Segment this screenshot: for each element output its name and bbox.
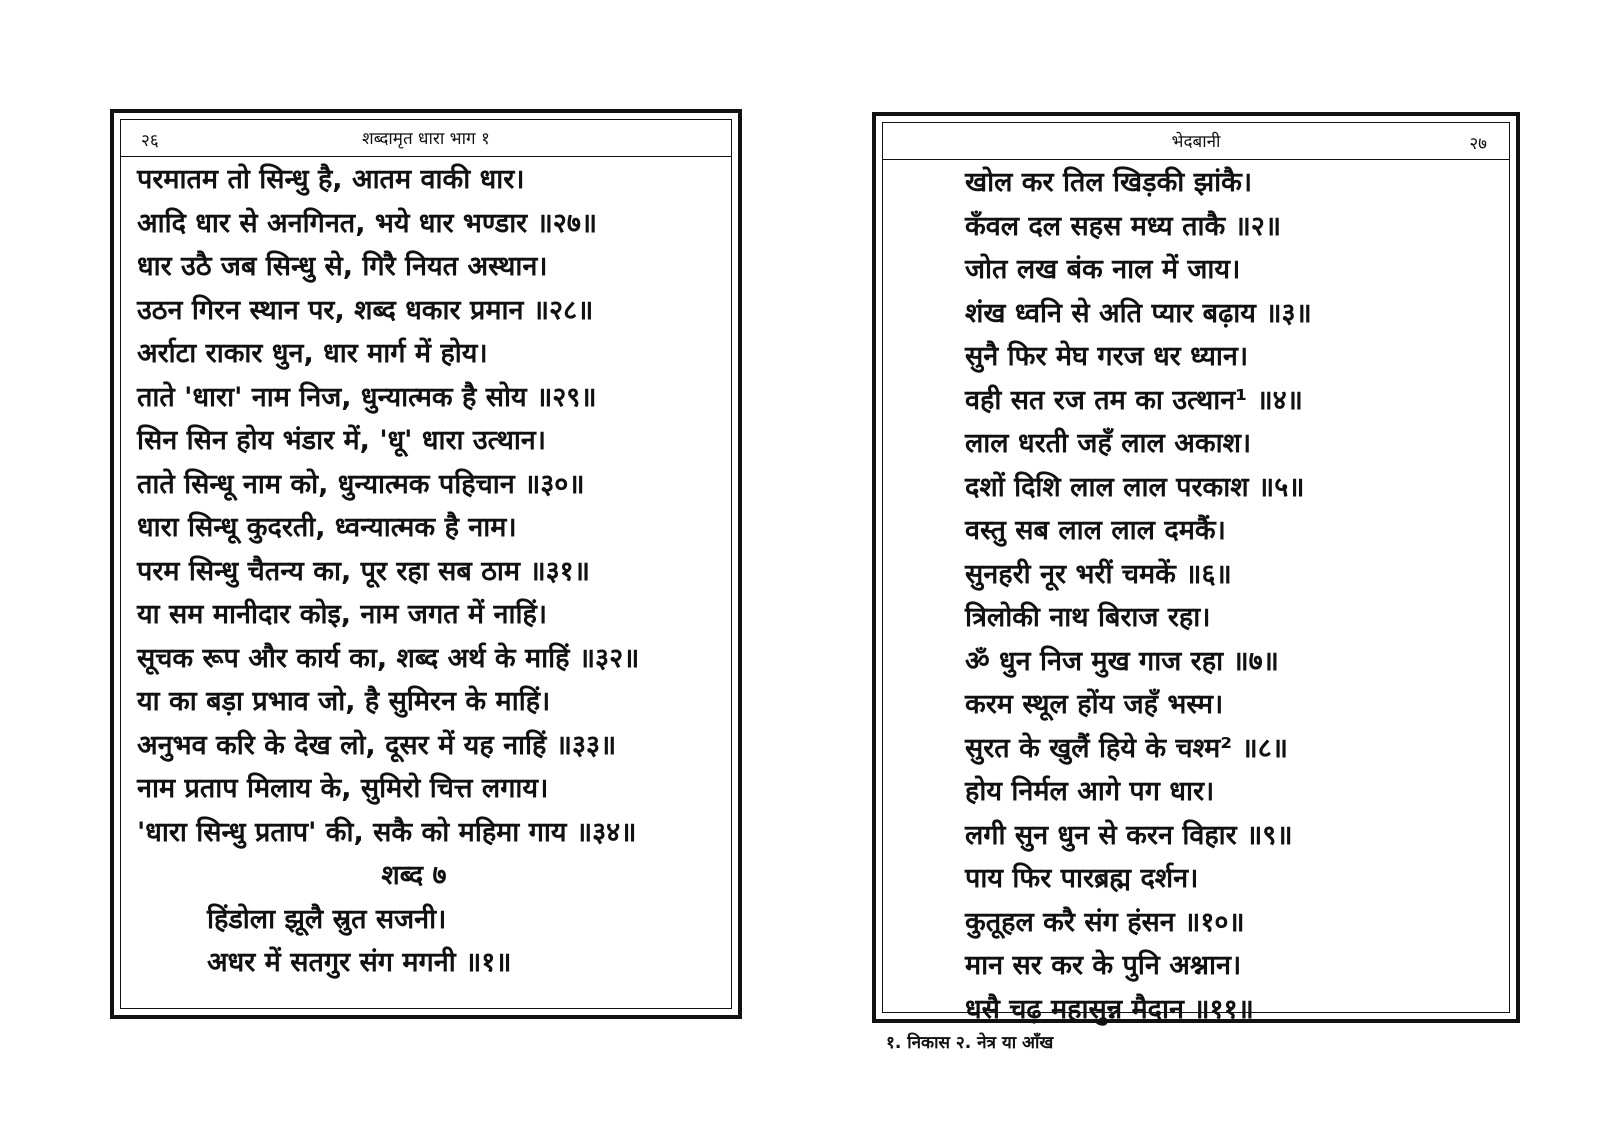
text-line: शंख ध्वनि से अति प्यार बढ़ाय ॥३॥ (965, 297, 1312, 329)
text-line: सुनहरी नूर भरीं चमकें ॥६॥ (965, 558, 1232, 590)
text-line: ॐ धुन निज मुख गाज रहा ॥७॥ (965, 645, 1279, 677)
text-line: नाम प्रताप मिलाय के, सुमिरो चित्त लगाय। (137, 773, 549, 804)
text-line: या सम मानीदार कोइ, नाम जगत में नाहिं। (137, 599, 548, 630)
verse-line: हिंडोला झूलै स्रुत सजनी। (207, 903, 447, 935)
text-line: धसै चढ़ महासुन्न मैदान ॥११॥ (965, 993, 1254, 1025)
text-line: दशों दिशि लाल लाल परकाश ॥५॥ (965, 471, 1305, 503)
text-line: लाल धरती जहँ लाल अकाश। (965, 428, 1252, 459)
text-line: आदि धार से अनगिनत, भये धार भण्डार ॥२७॥ (137, 207, 598, 239)
right-page (872, 112, 1520, 1023)
footnote: १. निकास २. नेत्र या आँख (886, 1033, 1054, 1053)
text-line: धार उठै जब सिन्धु से, गिरै नियत अस्थान। (137, 251, 548, 282)
running-title: भेदबानी (1171, 132, 1221, 152)
text-line: करम स्थूल होंय जहँ भस्म। (965, 689, 1224, 720)
text-line: कँवल दल सहस मध्य ताकै ॥२॥ (965, 210, 1282, 242)
left-page-text (137, 158, 731, 985)
text-line: त्रिलोकी नाथ बिराज रहा। (965, 602, 1211, 633)
text-line: ताते सिन्धू नाम को, धुन्यात्मक पहिचान ॥३०॥ (137, 468, 585, 500)
right-page-header (883, 123, 1509, 160)
left-page-header (121, 120, 731, 157)
text-line: अनुभव करि के देख लो, दूसर में यह नाहिं ॥३३॥ (137, 729, 617, 761)
text-line: धारा सिन्धू कुदरती, ध्वन्यात्मक है नाम। (137, 512, 517, 543)
text-line: या का बड़ा प्रभाव जो, है सुमिरन के माहिं। (137, 686, 551, 717)
text-line: लगी सुन धुन से करन विहार ॥९॥ (965, 819, 1293, 851)
text-line: परम सिन्धु चैतन्य का, पूर रहा सब ठाम ॥३१॥ (137, 555, 590, 587)
right-page-frame (882, 122, 1510, 1025)
text-line: कुतूहल करै संग हंसन ॥१०॥ (965, 906, 1245, 938)
text-line: होय निर्मल आगे पग धार। (965, 776, 1215, 807)
text-line: अर्राटा राकार धुन, धार मार्ग में होय। (137, 338, 488, 369)
verse-line: अधर में सतगुर संग मगनी ॥१॥ (207, 947, 512, 978)
text-line: ताते 'धारा' नाम निज, धुन्यात्मक है सोय ॥२९॥ (137, 381, 597, 413)
right-page-text (965, 161, 1509, 1031)
running-title: शब्दामृत धारा भाग १ (362, 129, 490, 149)
section-heading: शब्द ७ (381, 860, 447, 891)
text-line: सुरत के खुलैं हिये के चश्म² ॥८॥ (965, 732, 1288, 764)
text-line: सिन सिन होय भंडार में, 'धू' धारा उत्थान। (137, 425, 547, 456)
text-line: 'धारा सिन्धु प्रताप' की, सकै को महिमा गाय ॥३४॥ (137, 816, 637, 848)
text-line: वही सत रज तम का उत्थान¹ ॥४॥ (965, 384, 1303, 416)
text-line: जोत लख बंक नाल में जाय। (965, 254, 1241, 285)
text-line: परमातम तो सिन्धु है, आतम वाकी धार। (137, 164, 525, 195)
text-line: वस्तु सब लाल लाल दमकैं। (965, 515, 1226, 546)
text-line: खोल कर तिल खिड़की झांकै। (965, 167, 1253, 198)
text-line: मान सर कर के पुनि अश्नान। (965, 950, 1242, 981)
left-page-frame (120, 119, 732, 1009)
left-page (110, 109, 742, 1019)
text-line: पाय फिर पारब्रह्म दर्शन। (965, 863, 1199, 894)
page-number: २७ (1469, 134, 1487, 154)
text-line: सूचक रूप और कार्य का, शब्द अर्थ के माहिं ॥३२॥ (137, 642, 640, 674)
text-line: उठन गिरन स्थान पर, शब्द धकार प्रमान ॥२८॥ (137, 294, 594, 326)
page-number: २६ (141, 131, 159, 151)
text-line: सुनै फिर मेघ गरज धर ध्यान। (965, 341, 1249, 372)
